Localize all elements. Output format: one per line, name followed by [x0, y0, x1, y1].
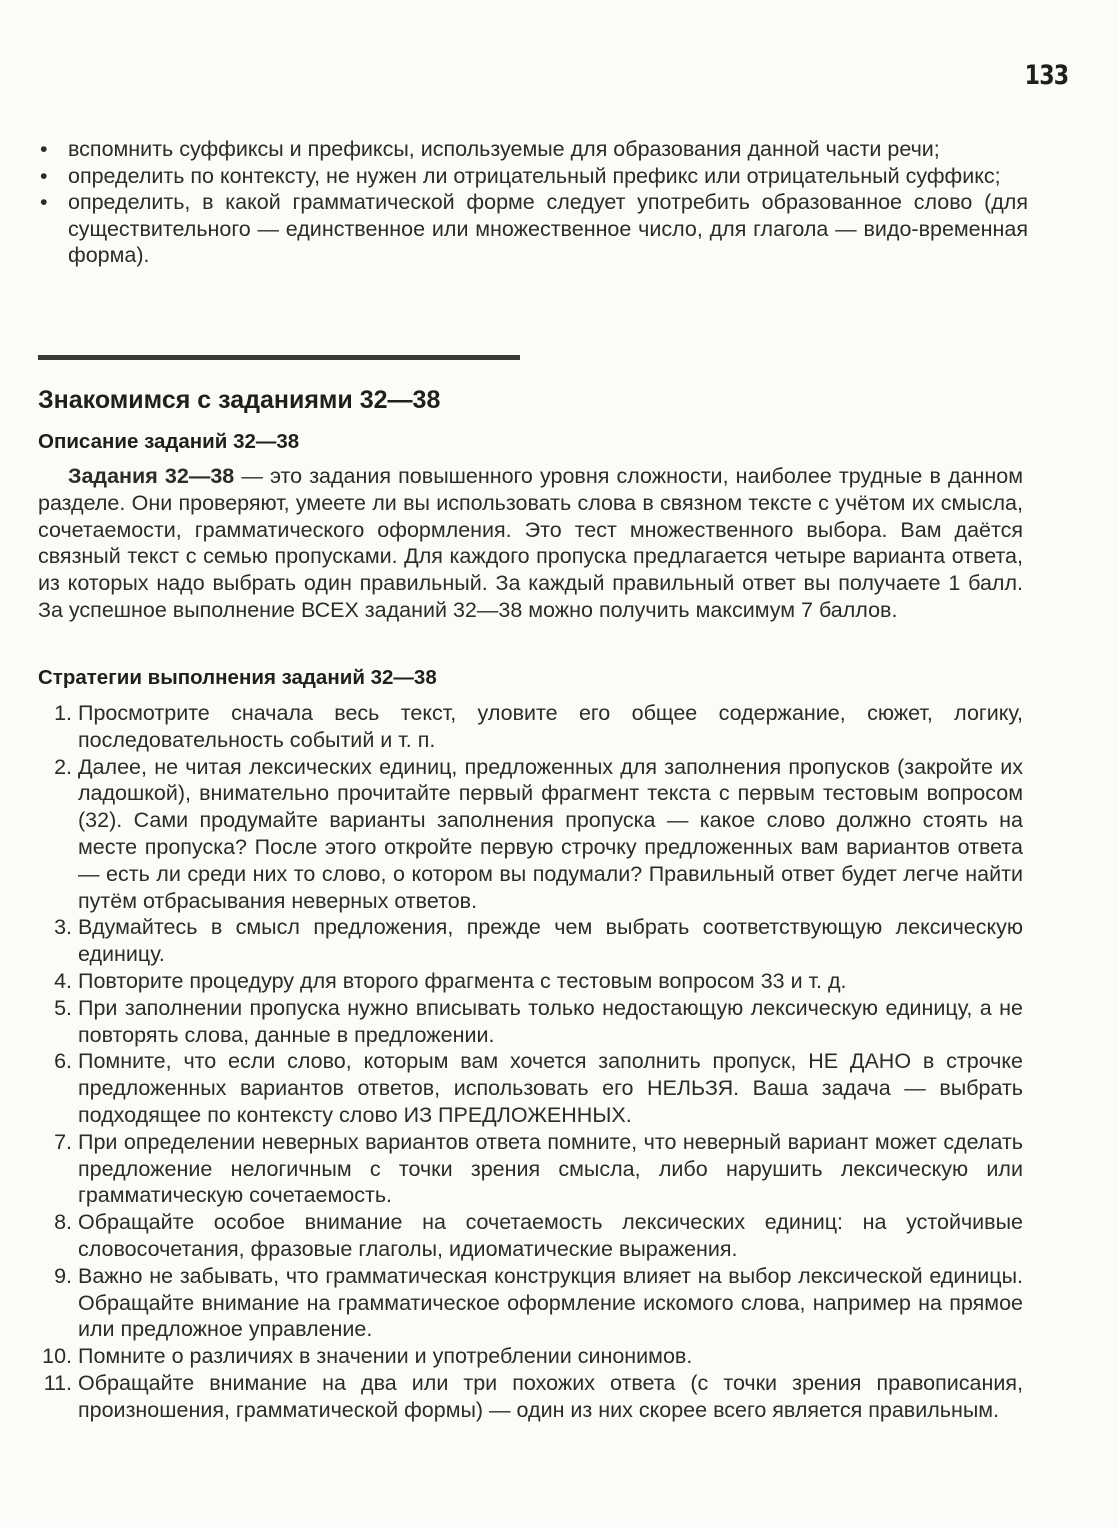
description-lead: Задания 32—38: [68, 464, 235, 488]
list-item: 7. При определении неверных вариантов ответа помните, что неверный вариант может сделать предложение нелогичным с точки зрения смысла, либо нарушить лексическую или грамматическую сочетаемость.: [54, 1129, 1023, 1208]
section-title: Знакомимся с заданиями 32—38: [38, 386, 441, 414]
list-item: 9. Важно не забывать, что грамматическая конструкция влияет на выбор лексической единицы. Обращайте внимание на грамматическое оформление искомого слова, например на прямое или предложное управление.: [54, 1263, 1023, 1342]
bullet-list: [38, 136, 1028, 269]
bullet-icon: •: [40, 190, 48, 214]
description-heading: Описание заданий 32—38: [38, 430, 300, 453]
list-item: 10. Помните о различиях в значении и употреблении синонимов.: [42, 1344, 693, 1369]
strategies-heading: Стратегии выполнения заданий 32—38: [38, 666, 437, 689]
page-number: 133: [1024, 60, 1068, 91]
list-item: 1. Просмотрите сначала весь текст, уловите его общее содержание, сюжет, логику, последовательность событий и т. п.: [54, 701, 1023, 752]
list-item: 5. При заполнении пропуска нужно вписывать только недостающую лексическую единицу, а не повторять слова, данные в предложении.: [54, 995, 1023, 1047]
list-item: 2. Далее, не читая лексических единиц, предложенных для заполнения пропусков (закройте их ладошкой), внимательно прочитайте первый фрагмент текста с первым тестовым вопросом (32). Сами продумайте варианты заполнения пропуска — какое слово должно стоять на месте пропуска? После этого откройте первую строчку предложенных вам вариантов ответа — есть ли среди них то слово, о котором вы подумали? Правильный ответ будет легче найти путём отбрасывания неверных ответов.: [54, 754, 1023, 913]
bullet-icon: •: [40, 137, 48, 161]
list-item: 11. Обращайте внимание на два или три похожих ответа (с точки зрения правописания, произношения, грамматической формы) — один из них скорее всего является правильным.: [43, 1370, 1023, 1422]
list-item: 4. Повторите процедуру для второго фрагмента с тестовым вопросом 33 и т. д.: [54, 968, 847, 993]
list-item: 3. Вдумайтесь в смысл предложения, прежде чем выбрать соответствующую лексическую единицу.: [54, 915, 1023, 967]
list-item: 6. Помните, что если слово, которым вам хочется заполнить пропуск, НЕ ДАНО в строчке предложенных вариантов ответов, использовать его НЕЛЬЗЯ. Ваша задача — выбрать подходящее по контексту слово ИЗ ПРЕДЛОЖЕННЫХ.: [54, 1049, 1023, 1127]
strategies-list: [38, 700, 1023, 1424]
list-item: 8. Обращайте особое внимание на сочетаемость лексических единиц: на устойчивые словосочетания, фразовые глаголы, идиоматические выражения.: [54, 1210, 1023, 1261]
bullet-icon: •: [40, 163, 48, 188]
section-divider: [38, 355, 520, 360]
list-item: • определить, в какой грамматической форме следует употребить образованное слово (для существительного — единственное или множественное число, для глагола — видо-временная форма).: [40, 190, 1028, 267]
description-text: — это задания повышенного уровня сложности, наиболее трудные в данном разделе. Они проверяют, умеете ли вы использовать слова в связном тексте с учётом их смысла, сочетаемости, грамматического оформления. Это тест множественного выбора. Вам даётся связный текст с семью пропусками. Для каждого пропуска предлагается четыре варианта ответа, из которых надо выбрать один правильный. За каждый правильный ответ вы получаете 1 балл. За успешное выполнение ВСЕХ заданий 32—38 можно получить максимум 7 баллов.: [38, 464, 1023, 622]
list-item: • вспомнить суффиксы и префиксы, используемые для образования данной части речи;: [40, 137, 940, 161]
description-paragraph: [38, 463, 1023, 624]
list-item: • определить по контексту, не нужен ли отрицательный префикс или отрицательный суффикс;: [40, 163, 1001, 188]
